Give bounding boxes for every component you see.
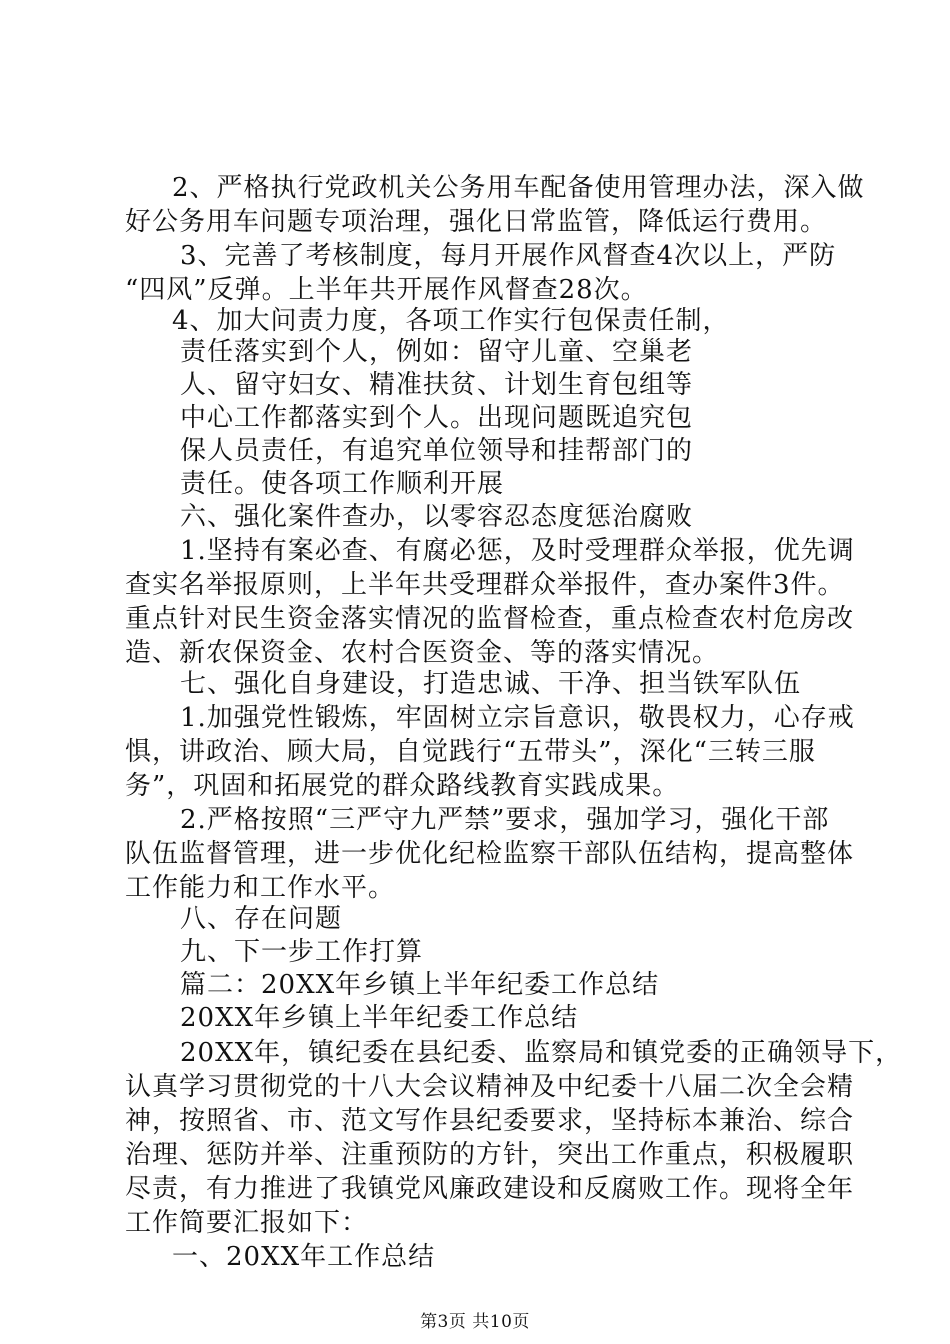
paragraph-line: 3、完善了考核制度，每月开展作风督查4次以上，严防 (180, 241, 837, 271)
article-title: 篇二：20XX年乡镇上半年纪委工作总结 (180, 970, 660, 1000)
paragraph-line: 人、留守妇女、精准扶贫、计划生育包组等 (180, 370, 694, 400)
paragraph-line: 1.坚持有案必查、有腐必惩，及时受理群众举报，优先调 (180, 536, 855, 566)
paragraph-line: 造、新农保资金、农村合医资金、等的落实情况。 (125, 638, 720, 668)
paragraph-line: 工作能力和工作水平。 (125, 873, 396, 903)
section-heading: 一、20XX年工作总结 (172, 1242, 436, 1272)
paragraph-line: 队伍监督管理，进一步优化纪检监察干部队伍结构，提高整体 (125, 839, 855, 869)
paragraph-line: 4、加大问责力度，各项工作实行包保责任制， (172, 306, 730, 336)
paragraph-line: 责任落实到个人，例如：留守儿童、空巢老 (180, 337, 694, 367)
paragraph-line: 保人员责任，有追究单位领导和挂帮部门的 (180, 436, 694, 466)
paragraph-line: “四风”反弹。上半年共开展作风督查28次。 (125, 275, 648, 305)
paragraph-line: 尽责，有力推进了我镇党风廉政建设和反腐败工作。现将全年 (125, 1174, 855, 1204)
section-heading: 九、下一步工作打算 (180, 937, 424, 967)
paragraph-line: 好公务用车问题专项治理，强化日常监管，降低运行费用。 (125, 207, 828, 237)
paragraph-line: 务”，巩固和拓展党的群众路线教育实践成果。 (125, 771, 680, 801)
paragraph-line: 中心工作都落实到个人。出现问题既追究包 (180, 403, 694, 433)
section-heading: 六、强化案件查办，以零容忍态度惩治腐败 (180, 502, 694, 532)
paragraph-line: 惧，讲政治、顾大局，自觉践行“五带头”，深化“三转三服 (125, 737, 816, 767)
paragraph-line: 神，按照省、市、范文写作县纪委要求，坚持标本兼治、综合 (125, 1106, 855, 1136)
paragraph-line: 20XX年，镇纪委在县纪委、监察局和镇党委的正确领导下， (180, 1038, 903, 1068)
page-number-footer: 第3页 共10页 (420, 1312, 530, 1332)
paragraph-line: 责任。使各项工作顺利开展 (180, 469, 505, 499)
paragraph-line: 治理、惩防并举、注重预防的方针，突出工作重点，积极履职 (125, 1140, 855, 1170)
paragraph-line: 工作简要汇报如下： (125, 1208, 369, 1238)
paragraph-line: 查实名举报原则，上半年共受理群众举报件，查办案件3件。 (125, 570, 845, 600)
paragraph-line: 1.加强党性锻炼，牢固树立宗旨意识，敬畏权力，心存戒 (180, 703, 855, 733)
section-heading: 八、存在问题 (180, 904, 343, 934)
article-subtitle: 20XX年乡镇上半年纪委工作总结 (180, 1003, 579, 1033)
paragraph-line: 认真学习贯彻党的十八大会议精神及中纪委十八届二次全会精 (125, 1072, 855, 1102)
paragraph-line: 2、严格执行党政机关公务用车配备使用管理办法，深入做 (172, 173, 865, 203)
paragraph-line: 重点针对民生资金落实情况的监督检查，重点检查农村危房改 (125, 604, 855, 634)
section-heading: 七、强化自身建设，打造忠诚、干净、担当铁军队伍 (180, 669, 802, 699)
paragraph-line: 2.严格按照“三严守九严禁”要求，强加学习，强化干部 (180, 805, 830, 835)
